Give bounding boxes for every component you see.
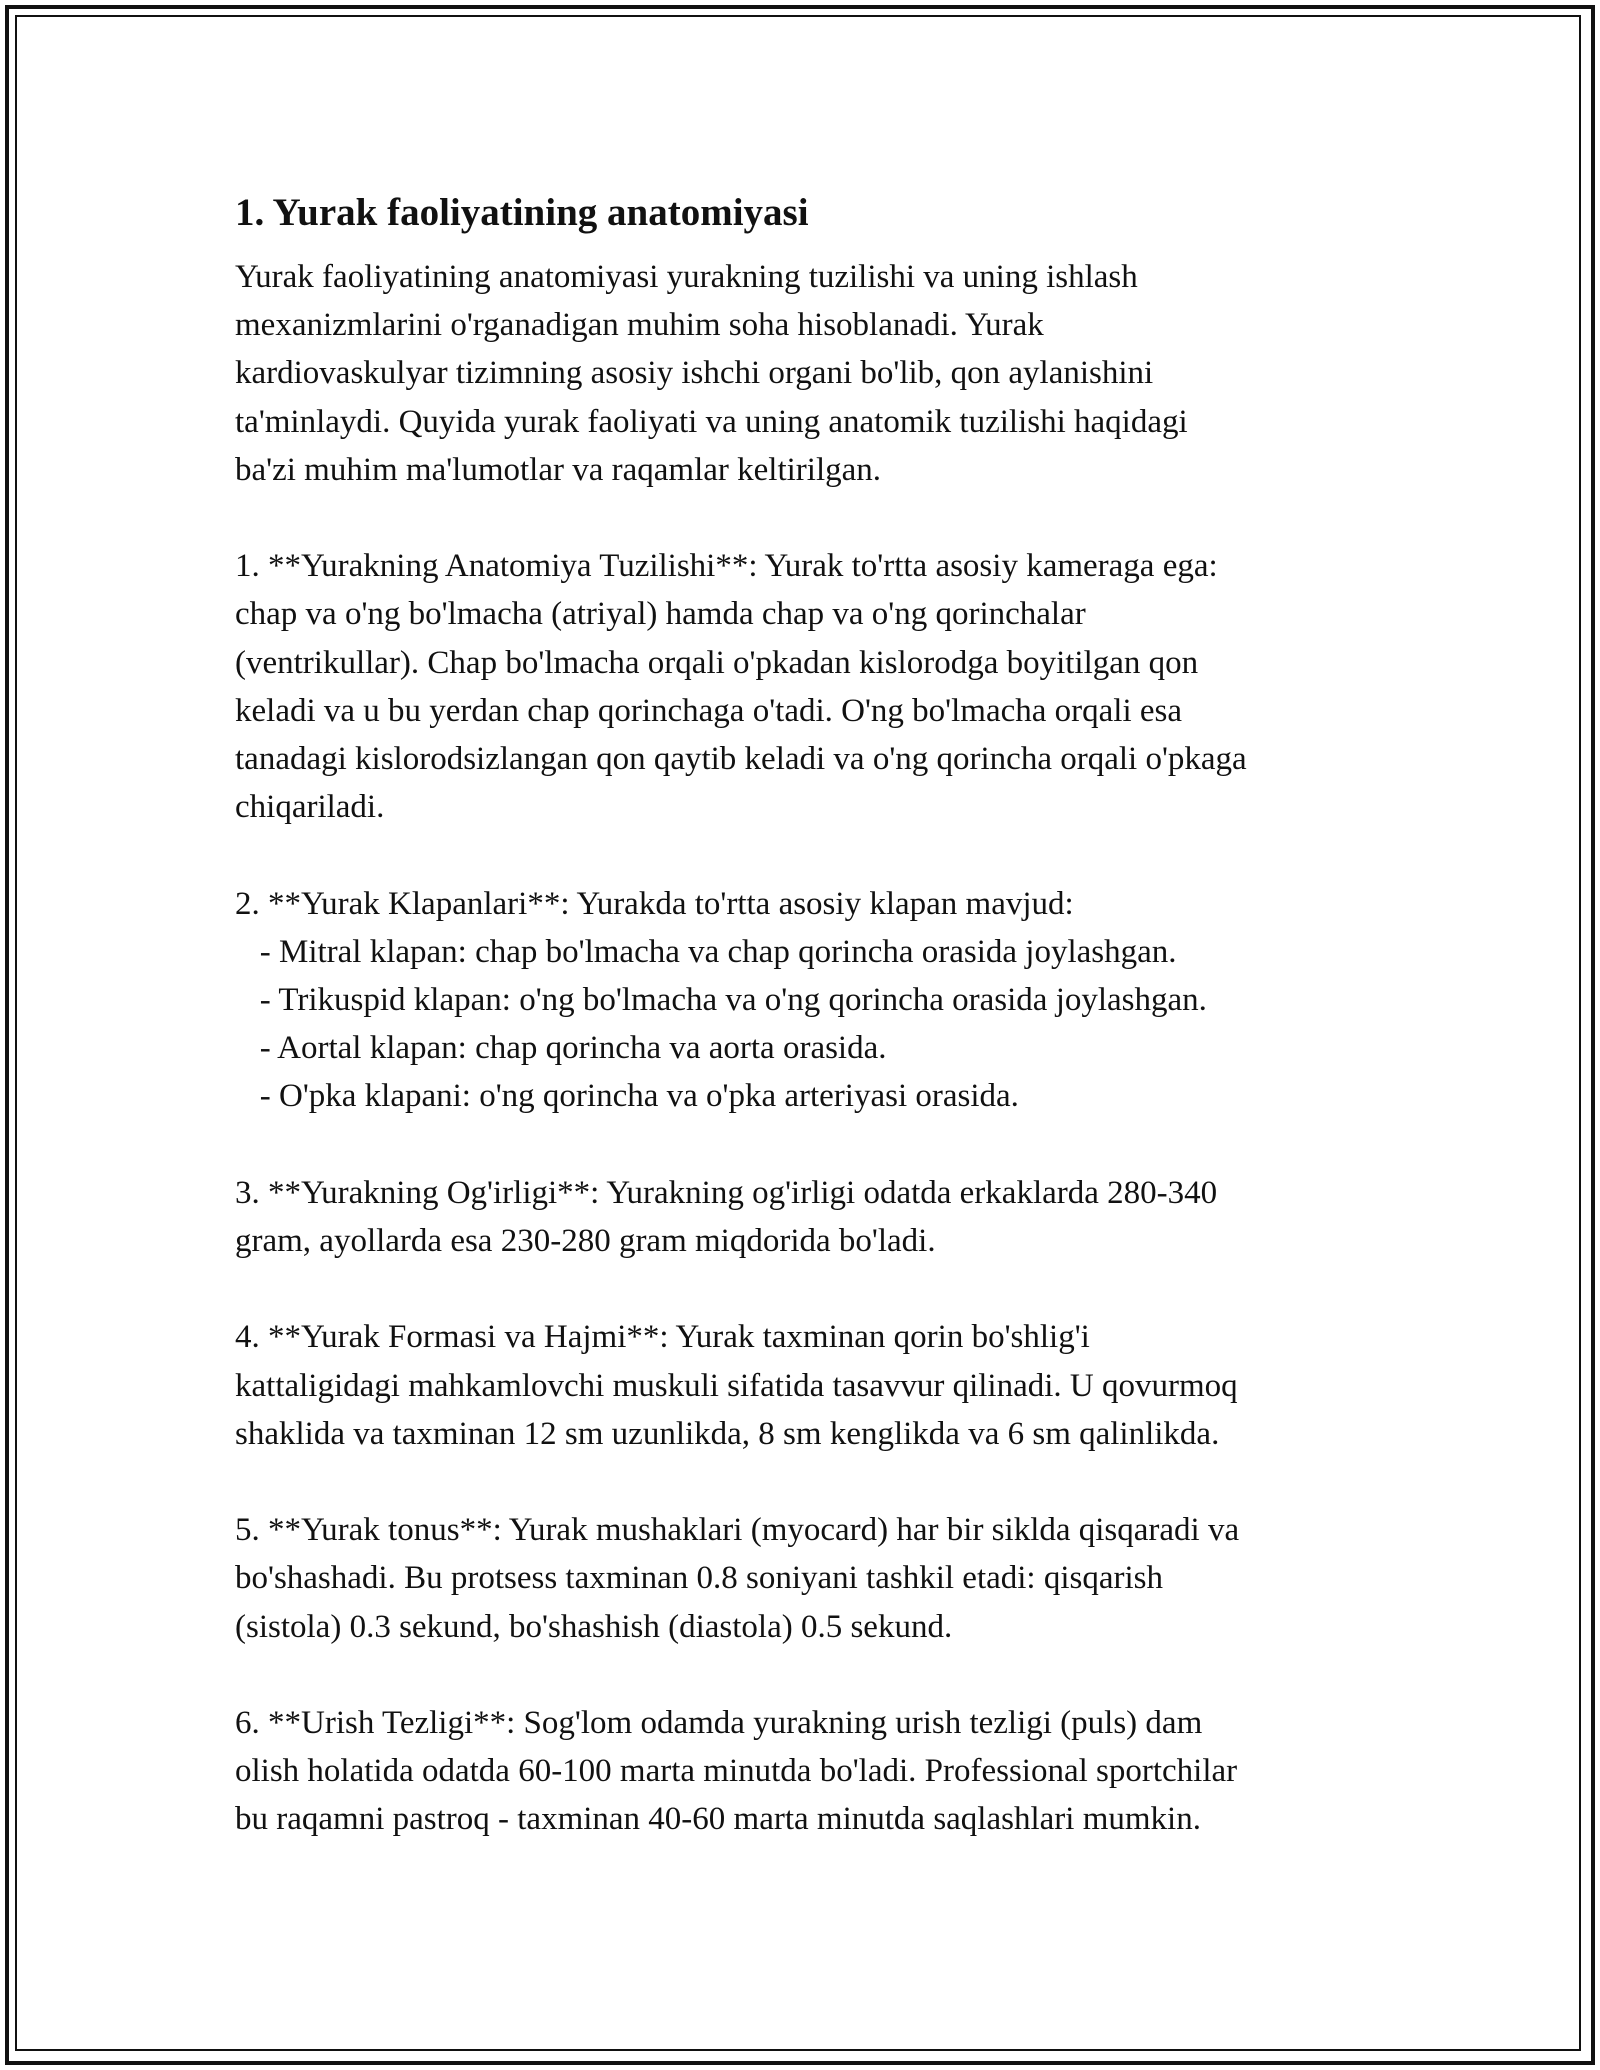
intro-line: ta'minlaydi. Quyida yurak faoliyati va uning anatomik tuzilishi haqidagi — [235, 403, 1188, 440]
section-line: keladi va u bu yerdan chap qorinchaga o'tadi. O'ng bo'lmacha orqali esa — [235, 692, 1182, 729]
section-line: (sistola) 0.3 sekund, bo'shashish (diastola) 0.5 sekund. — [235, 1608, 953, 1645]
intro-line: kardiovaskulyar tizimning asosiy ishchi organi bo'lib, qon aylanishini — [235, 355, 1154, 392]
section-heart-weight — [235, 1169, 1385, 1265]
section-heart-valves — [235, 880, 1385, 1121]
section-line: 2. **Yurak Klapanlari**: Yurakda to'rtta asosiy klapan mavjud: — [235, 885, 1074, 922]
section-line: 4. **Yurak Formasi va Hajmi**: Yurak taxminan qorin bo'shlig'i — [235, 1319, 1090, 1356]
intro-line: mexanizmlarini o'rganadigan muhim soha hisoblanadi. Yurak — [235, 307, 1044, 344]
section-line: 6. **Urish Tezligi**: Sog'lom odamda yurakning urish tezligi (puls) dam — [235, 1705, 1203, 1741]
section-line: kattaligidagi mahkamlovchi muskuli sifatida tasavvur qilinadi. U qovurmoq — [235, 1367, 1238, 1404]
section-line: tanadagi kislorodsizlangan qon qaytib keladi va o'ng qorincha orqali o'pkaga — [235, 741, 1247, 778]
section-line: chap va o'ng bo'lmacha (atriyal) hamda chap va o'ng qorinchalar — [235, 596, 1086, 633]
section-heart-tonus — [235, 1506, 1385, 1651]
section-line: gram, ayollarda esa 230-280 gram miqdorida bo'ladi. — [235, 1223, 936, 1260]
valve-list-item: - Trikuspid klapan: o'ng bo'lmacha va o'ng qorincha orasida joylashgan. — [235, 982, 1207, 1019]
intro-paragraph — [235, 253, 1385, 494]
intro-line: ba'zi muhim ma'lumotlar va raqamlar keltirilgan. — [235, 451, 882, 488]
section-line: 5. **Yurak tonus**: Yurak mushaklari (myocard) har bir siklda qisqaradi va — [235, 1512, 1240, 1549]
paragraph-spacer — [235, 1121, 1385, 1169]
section-heart-shape-size — [235, 1313, 1385, 1458]
section-anatomy-structure — [235, 542, 1385, 831]
paragraph-spacer — [235, 494, 1385, 542]
valve-list-item: - O'pka klapani: o'ng qorincha va o'pka arteriyasi orasida. — [235, 1078, 1019, 1115]
section-line: olish holatida odatda 60-100 marta minutda bo'ladi. Professional sportchilar — [235, 1753, 1238, 1790]
document-body — [235, 185, 1385, 1844]
paragraph-spacer — [235, 1265, 1385, 1313]
paragraph-spacer — [235, 1458, 1385, 1506]
paragraph-spacer — [235, 1651, 1385, 1699]
paragraph-spacer — [235, 831, 1385, 879]
section-line: shaklida va taxminan 12 sm uzunlikda, 8 sm kenglikda va 6 sm qalinlikda. — [235, 1415, 1220, 1452]
valve-list-item: - Mitral klapan: chap bo'lmacha va chap qorincha orasida joylashgan. — [235, 933, 1177, 970]
section-heart-rate — [235, 1699, 1385, 1844]
section-line: 1. **Yurakning Anatomiya Tuzilishi**: Yurak to'rtta asosiy kameraga ega: — [235, 548, 1218, 585]
section-line: bo'shashadi. Bu protsess taxminan 0.8 soniyani tashkil etadi: qisqarish — [235, 1560, 1164, 1597]
section-line: (ventrikullar). Chap bo'lmacha orqali o'pkadan kislorodga boyitilgan qon — [235, 644, 1199, 681]
document-heading: 1. Yurak faoliyatining anatomiyasi — [235, 191, 809, 234]
section-line: 3. **Yurakning Og'irligi**: Yurakning og'irligi odatda erkaklarda 280-340 — [235, 1174, 1218, 1211]
valve-list-item: - Aortal klapan: chap qorincha va aorta orasida. — [235, 1030, 887, 1067]
section-line: bu raqamni pastroq - taxminan 40-60 marta minutda saqlashlari mumkin. — [235, 1801, 1201, 1838]
intro-line: Yurak faoliyatining anatomiyasi yurakning tuzilishi va uning ishlash — [235, 259, 1138, 295]
section-line: chiqariladi. — [235, 789, 385, 826]
